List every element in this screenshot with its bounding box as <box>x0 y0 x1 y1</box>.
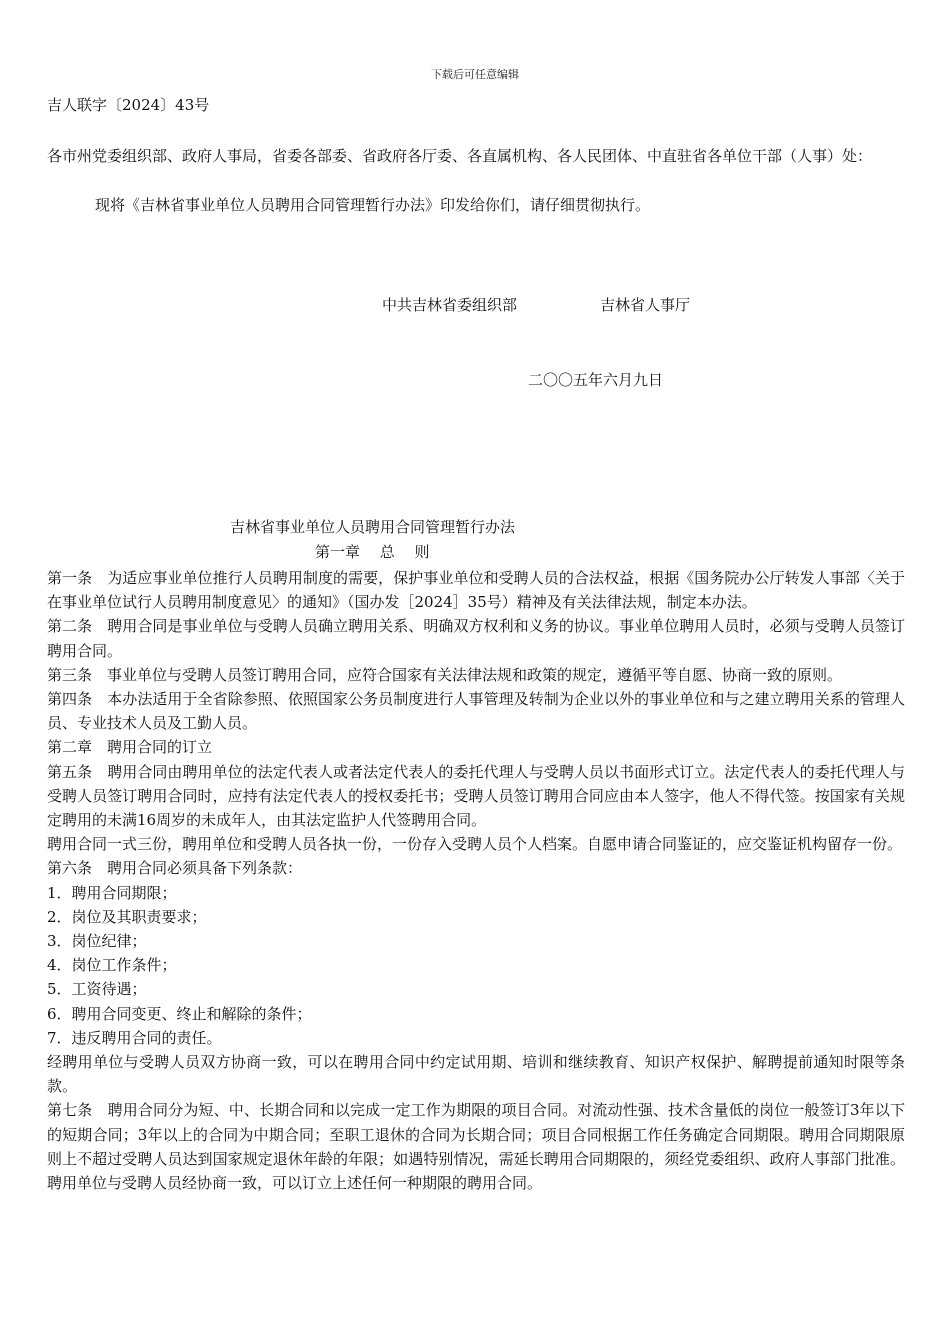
issuer-personnel-department: 吉林省人事厅 <box>600 296 691 314</box>
article-6-optional-terms: 经聘用单位与受聘人员双方协商一致，可以在聘用合同中约定试用期、培训和继续教育、知识产权保护、解聘提前通知时限等条款。 <box>47 1053 905 1096</box>
header-note: 下载后可任意编辑 <box>431 68 519 81</box>
article-1: 第一条 为适应事业单位推行人员聘用制度的需要，保护事业单位和受聘人员的合法权益，根据《国务院办公厅转发人事部〈关于在事业单位试行人员聘用制度意见〉的通知》（国办发［2024］35号）精神及有关法律法规，制定本办法。 <box>47 569 905 612</box>
document-title: 吉林省事业单位人员聘用合同管理暂行办法 <box>230 518 516 536</box>
issuer-organization-department: 中共吉林省委组织部 <box>382 296 518 314</box>
list-item: 1．聘用合同期限； <box>47 883 177 902</box>
list-item: 5．工资待遇； <box>47 980 147 999</box>
document-number: 吉人联字〔2024〕43号 <box>47 96 210 114</box>
list-item: 7．违反聘用合同的责任。 <box>47 1028 222 1047</box>
article-5-copies: 聘用合同一式三份，聘用单位和受聘人员各执一份，一份存入受聘人员个人档案。自愿申请合同鉴证的，应交鉴证机构留存一份。 <box>47 835 903 854</box>
recipients-line: 各市州党委组织部、政府人事局，省委各部委、省政府各厅委、各直属机构、各人民团体、中直驻省各单位干部（人事）处： <box>47 147 873 165</box>
list-item: 4．岗位工作条件； <box>47 956 177 975</box>
intro-paragraph: 现将《吉林省事业单位人员聘用合同管理暂行办法》印发给你们，请仔细贯彻执行。 <box>95 196 651 214</box>
article-7: 第七条 聘用合同分为短、中、长期合同和以完成一定工作为期限的项目合同。对流动性强、技术含量低的岗位一般签订3年以下的短期合同；3年以上的合同为中期合同；至职工退休的合同为长期合同；项目合同根据工作任务确定合同期限。聘用合同期限原则上不超过受聘人员达到国家规定退休年龄的年限；如遇特别情况，需延长聘用合同期限的，须经党委组织、政府人事部门批准。聘用单位与受聘人员经协商一致，可以订立上述任何一种期限的聘用合同。 <box>47 1101 905 1193</box>
article-5: 第五条 聘用合同由聘用单位的法定代表人或者法定代表人的委托代理人与受聘人员以书面形式订立。法定代表人的委托代理人与受聘人员签订聘用合同时，应持有法定代表人的授权委托书；受聘人员签订聘用合同应由本人签字，他人不得代签。按国家有关规定聘用的未满16周岁的未成年人，由其法定监护人代签聘用合同。 <box>47 762 905 830</box>
issue-date: 二〇〇五年六月九日 <box>528 371 664 389</box>
article-6: 第六条 聘用合同必须具备下列条款： <box>47 859 303 878</box>
list-item: 6．聘用合同变更、终止和解除的条件； <box>47 1004 312 1023</box>
chapter-heading: 第一章 总 则 <box>315 543 430 561</box>
chapter-2-heading: 第二章 聘用合同的订立 <box>47 738 213 757</box>
list-item: 2．岗位及其职责要求； <box>47 907 207 926</box>
article-3: 第三条 事业单位与受聘人员签订聘用合同，应符合国家有关法律法规和政策的规定，遵循平等自愿、协商一致的原则。 <box>47 665 843 684</box>
article-4: 第四条 本办法适用于全省除参照、依照国家公务员制度进行人事管理及转制为企业以外的事业单位和与之建立聘用关系的管理人员、专业技术人员及工勤人员。 <box>47 690 905 733</box>
article-2: 第二条 聘用合同是事业单位与受聘人员确立聘用关系、明确双方权利和义务的协议。事业单位聘用人员时，必须与受聘人员签订聘用合同。 <box>47 617 905 660</box>
list-item: 3．岗位纪律； <box>47 932 147 951</box>
document-body <box>47 566 905 1195</box>
